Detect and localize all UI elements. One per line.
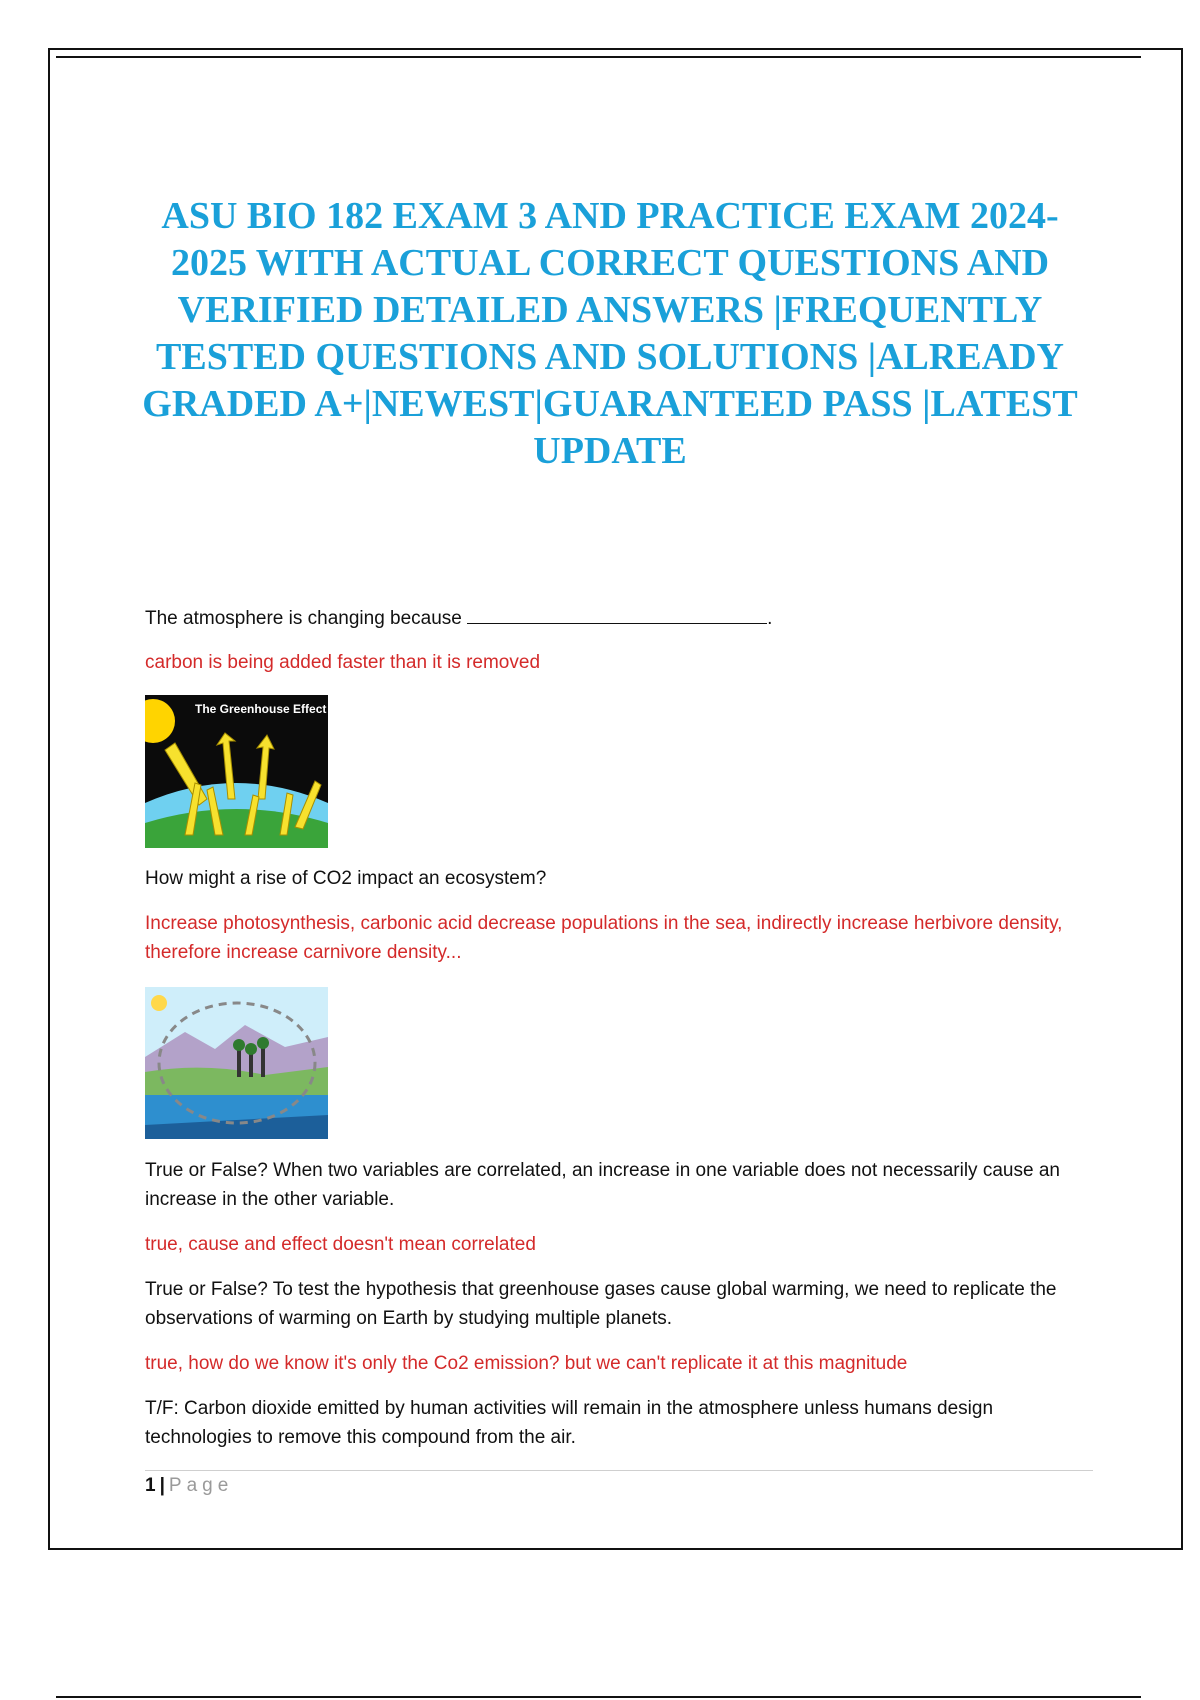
page-footer <box>145 1475 233 1497</box>
answer-blank <box>467 605 767 624</box>
question-3: True or False? When two variables are correlated, an increase in one variable does not necessarily cause an increase in the other variable. <box>145 1160 1060 1210</box>
document-title: ASU BIO 182 EXAM 3 AND PRACTICE EXAM 2024-2025 WITH ACTUAL CORRECT QUESTIONS AND VERIFIED DETAILED ANSWERS |FREQUENTLY TESTED QUESTIONS AND SOLUTIONS |ALREADY GRADED A+|NEWEST|GUARANTEED PASS |LATEST UPDATE <box>142 195 1078 472</box>
greenhouse-effect-illustration <box>145 695 328 848</box>
greenhouse-effect-image <box>145 695 328 848</box>
question-1-text: The atmosphere is changing because <box>145 608 462 629</box>
figure-caption: The Greenhouse Effect <box>195 702 327 716</box>
top-rule <box>56 56 1141 58</box>
page-number: 1 <box>145 1475 156 1496</box>
footer-rule <box>145 1470 1093 1471</box>
question-2: How might a rise of CO2 impact an ecosystem? <box>145 868 547 889</box>
answer-4: true, how do we know it's only the Co2 emission? but we can't replicate it at this magnitude <box>145 1353 908 1374</box>
carbon-cycle-illustration <box>145 987 328 1139</box>
page-separator: | <box>159 1475 165 1496</box>
carbon-cycle-image <box>145 987 328 1139</box>
question-5: T/F: Carbon dioxide emitted by human activities will remain in the atmosphere unless humans design technologies to remove this compound from the air. <box>145 1398 994 1448</box>
page-label: Page <box>168 1475 234 1496</box>
question-4: True or False? To test the hypothesis that greenhouse gases cause global warming, we need to replicate the observations of warming on Earth by studying multiple planets. <box>145 1279 1057 1329</box>
bottom-rule <box>56 1696 1141 1698</box>
question-1 <box>145 604 1090 633</box>
answer-2: Increase photosynthesis, carbonic acid decrease populations in the sea, indirectly increase herbivore density, therefore increase carnivore density... <box>145 913 1063 963</box>
question-1-suffix: . <box>767 608 773 629</box>
answer-1: carbon is being added faster than it is removed <box>145 652 541 673</box>
answer-3: true, cause and effect doesn't mean correlated <box>145 1234 536 1255</box>
